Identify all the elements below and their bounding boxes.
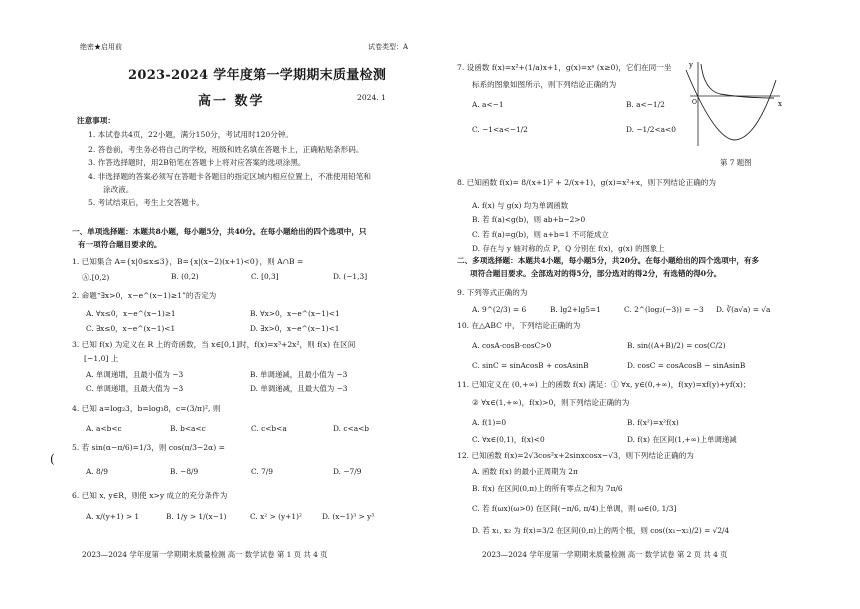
section1-heading: 一、单项选择题：本题共8小题，每小题5分，共40分。在每小题给出的四个选项中，只 bbox=[72, 227, 367, 236]
q9-option-b: B. lg2+lg5=1 bbox=[550, 305, 601, 314]
axis-y-label: y bbox=[689, 61, 693, 69]
q9-option-d: D. ∛(a√a) = √a bbox=[716, 305, 771, 314]
notice-item: 3. 作答选择题时，用2B铅笔在答题卡上将对应答案的选项涂黑。 bbox=[88, 158, 306, 167]
q5-option-c: C. 7/9 bbox=[251, 467, 273, 476]
question-11-stem: 11. 已知定义在 (0,+∞) 上的函数 f(x) 满足：① ∀x, y∈(0,+∞)，f(xy)=xf(y)+yf(x)； bbox=[457, 380, 751, 389]
q5-option-a: A. 8/9 bbox=[86, 467, 108, 476]
q7-option-c: C. −1<a<−1/2 bbox=[472, 125, 528, 134]
notice-item: 1. 本试卷共4页，22小题，满分150分，考试用时120分钟。 bbox=[88, 130, 294, 139]
q10-option-d: D. cosC = cosAcosB − sinAsinB bbox=[627, 361, 746, 370]
q8-option-d: D. 存在与 y 轴对称的点 P，Q 分别在 f(x)，g(x) 的图象上 bbox=[472, 244, 665, 253]
q3-option-a: A. 单调递增，且最小值为 −3 bbox=[86, 370, 184, 379]
q11-option-c: C. ∀x∈(0,1)，f(x)<0 bbox=[472, 435, 545, 444]
q8-option-c: C. 若 f(a)=g(b)，则 a+b=1 不可能成立 bbox=[472, 230, 609, 239]
q6-option-a: A. x/(y+1) > 1 bbox=[86, 512, 140, 521]
q11-option-a: A. f(1)=0 bbox=[472, 418, 507, 427]
q11-option-b: B. f(x²)=x²f(x) bbox=[627, 418, 679, 427]
exam-date: 2024. 1 bbox=[357, 93, 386, 102]
q1-option-c: C. [0,3] bbox=[251, 272, 279, 281]
q9-option-c: C. 2^(log₂(−3)) = −3 bbox=[624, 305, 704, 314]
subject-title: 高一 数学 bbox=[198, 94, 265, 109]
section2-heading-cont: 项符合题目要求。全部选对的得5分，部分选对的得2分，有选错的得0分。 bbox=[470, 269, 722, 278]
q3-option-b: B. 单调递减，且最小值为 −3 bbox=[250, 370, 348, 379]
axis-x-label: x bbox=[778, 100, 782, 108]
q9-option-a: A. 9^(2/3) = 6 bbox=[472, 305, 527, 314]
question-3-stem: 3. 已知 f(x) 为定义在 R 上的奇函数，当 x∈[0,1]时，f(x)=x³+2x²，则 f(x) 在区间 bbox=[72, 340, 356, 349]
q2-option-c: C. ∃x≤0，x−e^(x−1)<1 bbox=[86, 324, 176, 333]
notice-heading: 注意事项： bbox=[77, 116, 115, 125]
notice-item: 2. 答卷前，考生务必将自己的学校，班级和姓名填在答题卡上，正确粘贴条形码。 bbox=[88, 145, 364, 154]
notice-item: 4. 非选择题的答案必须写在答题卡各题目的指定区域内相应位置上，不准使用铅笔和 bbox=[88, 172, 372, 181]
question-7-stem: 7. 设函数 f(x)=x²+(1/a)x+1，g(x)=xᵃ (x≥0)，它们在同一坐 bbox=[457, 63, 672, 72]
question-2-stem: 2. 命题“∃x>0，x−e^(x−1)≥1”的否定为 bbox=[72, 291, 217, 300]
question-12-stem: 12. 已知函数 f(x)=2√3cos²x+2sinxcosx−√3，则下列结论正确的为 bbox=[457, 451, 694, 460]
q12-option-a: A. 函数 f(x) 的最小正周期为 2π bbox=[472, 467, 578, 476]
question-4-stem: 4. 已知 a=log₂3，b=log₃8，c=(3/π)², 则 bbox=[72, 404, 221, 413]
q10-option-a: A. cosA·cosB·cosC>0 bbox=[472, 341, 552, 350]
q1-option-a: Ⓐ.[0,2) bbox=[82, 273, 110, 282]
q4-option-b: B. b<a<c bbox=[170, 424, 206, 433]
q4-option-a: A. a<b<c bbox=[86, 424, 122, 433]
q6-option-b: B. 1/y > 1/(x−1) bbox=[166, 512, 227, 521]
question-6-stem: 6. 已知 x, y∈R，则使 x>y 成立的充分条件为 bbox=[72, 491, 228, 500]
right-page bbox=[430, 0, 860, 609]
q7-option-a: A. a<−1 bbox=[472, 100, 504, 109]
q11-option-d: D. f(x) 在区间(1,+∞)上单调递减 bbox=[627, 435, 737, 444]
question-11-stem-cont: ② ∀x∈(1,+∞)，f(x)>0，则下列结论正确的为 bbox=[472, 398, 630, 407]
q2-option-b: B. ∀x>0，x−e^(x−1)<1 bbox=[250, 309, 340, 318]
notice-item: 涂改液。 bbox=[103, 185, 134, 194]
question-1-stem: 1. 已知集合 A={x|0≤x≤3}，B={x|(x−2)(x+1)<0}，则 A∩B = bbox=[72, 257, 304, 266]
q5-option-d: D. −7/9 bbox=[333, 467, 362, 476]
q12-option-c: C. 若 f(ωx)(ω>0) 在区间(−π/6, π/4)上单调，则 ω∈(0, 1/3] bbox=[472, 504, 677, 513]
section2-heading: 二、多项选择题：本题共4小题，每小题5分，共20分。在每小题给出的四个选项中，有多 bbox=[457, 256, 760, 265]
question-10-stem: 10. 在△ABC 中，下列结论正确的为 bbox=[457, 321, 581, 330]
q3-option-d: D. 单调递减，且最大值为 −3 bbox=[250, 384, 348, 393]
page-footer: 2023—2024 学年度第一学期期末质量检测 高一 数学试卷 第 1 页 共 4 页 bbox=[82, 550, 328, 559]
section1-heading-cont: 有一项符合题目要求的。 bbox=[78, 240, 162, 249]
q1-option-d: D. (−1,3] bbox=[333, 272, 368, 281]
q4-option-d: D. c<a<b bbox=[333, 424, 370, 433]
page-footer: 2023—2024 学年度第一学期期末质量检测 高一 数学试卷 第 2 页 共 4 页 bbox=[482, 550, 728, 559]
q6-option-d: D. (x−1)³ > y³ bbox=[322, 512, 375, 521]
q4-option-c: C. c<b<a bbox=[251, 424, 287, 433]
q6-option-c: C. x² > (y+1)² bbox=[250, 512, 302, 521]
q12-option-b: B. f(x) 在区间(0,π)上的所有零点之和为 7π/6 bbox=[472, 484, 623, 493]
q7-figure-caption: 第 7 题图 bbox=[720, 158, 752, 167]
q10-option-c: C. sinC = sinAcosB + cosAsinB bbox=[472, 361, 589, 370]
q10-option-b: B. sin((A+B)/2) = cos(C/2) bbox=[627, 341, 726, 350]
q7-function-graph bbox=[684, 60, 784, 148]
q8-option-a: A. f(x) 与 g(x) 均为单调函数 bbox=[472, 201, 569, 210]
q3-option-c: C. 单调递增，且最大值为 −3 bbox=[86, 384, 184, 393]
exam-title: 2023-2024 学年度第一学期期末质量检测 bbox=[128, 68, 387, 83]
q7-option-b: B. a<−1/2 bbox=[626, 100, 665, 109]
margin-mark: ( bbox=[50, 452, 55, 466]
notice-item: 5. 考试结束后，考生上交答题卡。 bbox=[88, 198, 204, 207]
question-9-stem: 9. 下列等式正确的为 bbox=[457, 288, 528, 297]
question-5-stem: 5. 若 sin(α−π/6)=1/3，则 cos(π/3−2α) = bbox=[72, 443, 225, 452]
parabola-curve bbox=[686, 70, 776, 140]
confidential-label: 绝密★启用前 bbox=[80, 43, 122, 51]
origin-label: O bbox=[692, 99, 697, 106]
q2-option-a: A. ∀x≤0，x−e^(x−1)≥1 bbox=[86, 309, 176, 318]
question-7-stem-cont: 标系的图象如图所示，则下列结论正确的为 bbox=[472, 80, 617, 89]
q5-option-b: B. −8/9 bbox=[170, 467, 199, 476]
paper-type-label: 试卷类型：A bbox=[368, 43, 409, 51]
q12-option-d: D. 若 x₁, x₂ 为 f(x)=3/2 在区间(0,π)上的两个根，则 cos((x₁−x₂)/2) = √2/4 bbox=[472, 526, 730, 535]
q1-option-b: B. (0,2) bbox=[171, 272, 199, 281]
question-3-stem-cont: [−1,0] 上 bbox=[84, 354, 119, 363]
q7-option-d: D. −1/2<a<0 bbox=[626, 125, 676, 134]
q8-option-b: B. 若 f(a)<g(b)，则 ab+b−2>0 bbox=[472, 215, 586, 224]
q2-option-d: D. ∃x>0，x−e^(x−1)<1 bbox=[250, 324, 340, 333]
question-8-stem: 8. 已知函数 f(x)= 8/(x+1)² + 2/(x+1)，g(x)=x²+x，则下列结论正确的为 bbox=[457, 178, 716, 187]
power-curve bbox=[701, 64, 774, 98]
